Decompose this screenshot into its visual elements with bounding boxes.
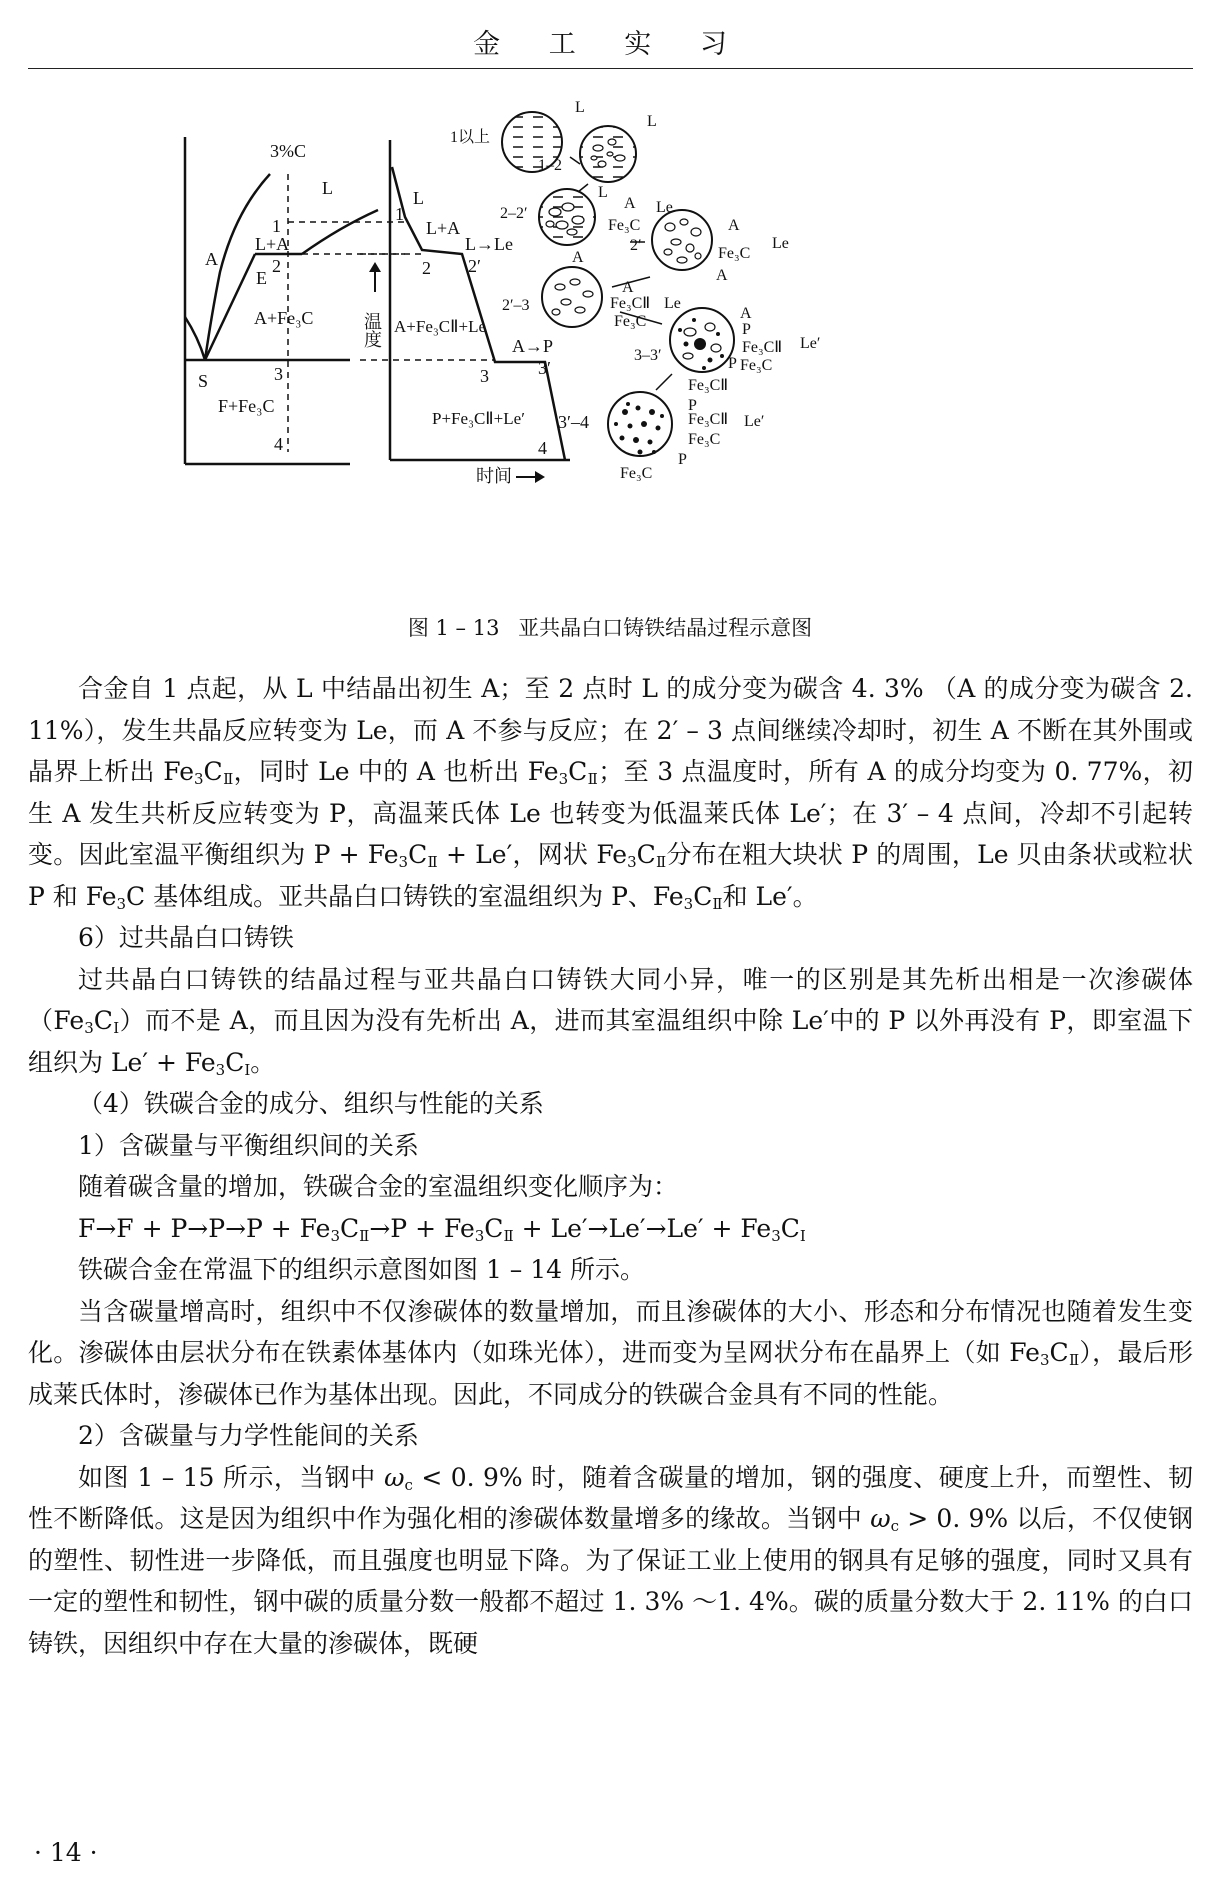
y-axis-label: 温度 [362, 312, 382, 348]
fig-label: A→P [512, 336, 554, 356]
fig-label: 2′ [630, 237, 642, 254]
fig-label: Fe₃CⅡ [742, 339, 783, 356]
fig-label: P [728, 355, 737, 372]
fig-label: L [413, 188, 424, 208]
fig-label: F+Fe₃C [218, 396, 275, 416]
fig-label: A [205, 249, 218, 269]
fig-label: L+A [426, 218, 461, 238]
fig-label: Fe₃C [740, 357, 773, 374]
fig-label: 2–2′ [500, 205, 528, 222]
fig-label: A [572, 249, 584, 266]
subheading: 2）含碳量与力学性能间的关系 [78, 1421, 419, 1450]
x-axis-label: 时间 [476, 466, 512, 486]
fig-label: Fe₃C [718, 245, 751, 262]
fig-label: 2′–3 [502, 297, 530, 314]
fig-label: A+Fe₃C [254, 308, 314, 328]
paragraph: 当含碳量增高时，组织中不仅渗碳体的数量增加，而且渗碳体的大小、形态和分布情况也随着发生变化。渗碳体由层状分布在铁素体基体内（如珠光体），进而变为呈网状分布在晶界上（如 $Fe_3C_Ⅱ$），最后形成莱氏体时，渗碳体已作为基体出现。因此，不同成分的铁碳合金具有不同的性能。 [28, 1296, 1193, 1409]
fig-label: A [740, 305, 752, 322]
fig-label: Fe₃C [620, 465, 653, 482]
fig-label: 1 [272, 216, 281, 236]
fig-label: 1–2 [538, 157, 562, 174]
body-text [28, 668, 1193, 1664]
fig-label: L→Le [465, 234, 513, 254]
subheading: 1）含碳量与平衡组织间的关系 [78, 1130, 419, 1160]
caption-text: 亚共晶白口铸铁结晶过程示意图 [518, 616, 813, 640]
fig-label: Fe₃CⅡ [688, 377, 729, 394]
fig-label: Le [772, 235, 789, 252]
fig-label: A+Fe₃CⅡ+Le [394, 317, 487, 336]
fig-label: Fe₃C [608, 217, 641, 234]
fig-label: A [716, 267, 728, 284]
fig-label: E [256, 268, 267, 288]
fig-label: Fe₃CⅡ [688, 411, 729, 428]
fig-label: P [688, 397, 697, 414]
subheading: （4）铁碳合金的成分、组织与性能的关系 [78, 1089, 544, 1118]
fig-label: S [198, 371, 209, 391]
fig-label: P [678, 451, 687, 468]
subheading: 6）过共晶白口铸铁 [78, 923, 294, 952]
fig-label: Le [664, 295, 681, 312]
figure-caption [0, 612, 1220, 642]
fig-label: 4 [274, 434, 283, 454]
caption-number: 图 1 – 13 [407, 616, 500, 640]
fig-label: Le′ [744, 413, 765, 430]
fig-label: Fe₃C [688, 431, 721, 448]
fig-label: 2′ [468, 256, 481, 276]
paragraph: 随着碳含量的增加，铁碳合金的室温组织变化顺序为： [78, 1172, 679, 1201]
fig-label: 1以上 [450, 129, 491, 146]
fig-label: A [624, 195, 636, 212]
fig-label: 3%C [270, 141, 306, 161]
fig-label: P [742, 321, 751, 338]
header-rule [28, 68, 1193, 69]
formula: $F\to F + P\to P\to P + Fe_3C_Ⅱ\to P + Fe_3C_Ⅱ + Le'\to Le'\to Le' + Fe_3C_Ⅰ$ [78, 1213, 806, 1245]
fig-label: L [322, 178, 333, 198]
fig-label: 3–3′ [634, 347, 662, 364]
fig-label: Le [656, 199, 673, 216]
fig-label: Fe₃C [614, 313, 647, 330]
fig-label: L [575, 99, 585, 116]
running-header: 金 工 实 习 [473, 29, 747, 60]
fig-label: L+A [255, 234, 290, 254]
fig-label: P+Fe₃CⅡ+Le′ [432, 409, 525, 428]
paragraph: 如图 1 – 15 所示，当钢中 $\omega_c < 0$. 9% 时，随着含碳量的增加，钢的强度、硬度上升，而塑性、韧性不断降低。这是因为组织中作为强化相的渗碳体数量增多的缘故。当钢中 $\omega_c > 0$. 9% 以后，不仅使钢的塑性、韧性进一步降低，而且强度也明显下降。为了保证工业上使用的钢具有足够的强度，同时又具有一定的塑性和韧性，钢中碳的质量分数一般都不超过 1. 3% ～1. 4%。碳的质量分数大于 2. 11% 的白口铸铁，因组织中存在大量的渗碳体，既硬 [28, 1462, 1194, 1658]
phase-diagram [185, 137, 378, 464]
paragraph: 铁碳合金在常温下的组织示意图如图 1 – 14 所示。 [78, 1255, 646, 1284]
fig-label: 3 [274, 364, 283, 384]
microstructure-sketches [502, 112, 734, 456]
page-number: · 14 · [34, 1838, 98, 1867]
fig-label: A [622, 279, 634, 296]
fig-label: Le′ [800, 335, 821, 352]
fig-label: L [647, 113, 657, 130]
fig-label: 3′–4 [558, 412, 589, 432]
fig-label: A [728, 217, 740, 234]
fig-label: 1 [395, 204, 404, 224]
paragraph: 过共晶白口铸铁的结晶过程与亚共晶白口铸铁大同小异，唯一的区别是其先析出相是一次渗碳体$(Fe_3C_Ⅰ)$而不是 A，而且因为没有先析出 A，进而其室温组织中除 Le′中的 P 以外再没有 P，即室温下组织为 $Le' + Fe_3C_Ⅰ$。 [28, 964, 1193, 1079]
fig-label: Fe₃CⅡ [610, 295, 651, 312]
fig-label: 2 [272, 256, 281, 276]
fig-label: 4 [538, 438, 547, 458]
fig-label: L [598, 184, 608, 201]
fig-label: 3′ [538, 358, 551, 378]
fig-label: 2 [422, 258, 431, 278]
paragraph: 合金自 1 点起，从 L 中结晶出初生 A；至 2 点时 L 的成分变为碳含 4. 3% （A 的成分变为碳含 2. 11%），发生共晶反应转变为 Le，而 A 不参与反应；在 2′ – 3 点间继续冷却时，初生 A 不断在其外围或晶界上析出 $Fe_3C_Ⅱ$，同时 Le 中的 A 也析出 $Fe_3C_Ⅱ$；至 3 点温度时，所有 A 的成分均变为 0. 77%，初生 A 发生共析反应转变为 P，高温莱氏体 Le 也转变为低温莱氏体 Le′；在 3′ – 4 点间，冷却不引起转变。因此室温平衡组织为 $P + Fe_3C_Ⅱ + Le'$，网状 $Fe_3C_Ⅱ$分布在粗大块状 P 的周围，Le 贝由条状或粒状 P 和 $Fe_3C$ 基体组成。亚共晶白口铸铁的室温组织为 P、$Fe_3C_Ⅱ$和 Le′。 [28, 674, 1194, 913]
crystallization-figure [198, 99, 990, 592]
fig-label: 3 [480, 366, 489, 386]
